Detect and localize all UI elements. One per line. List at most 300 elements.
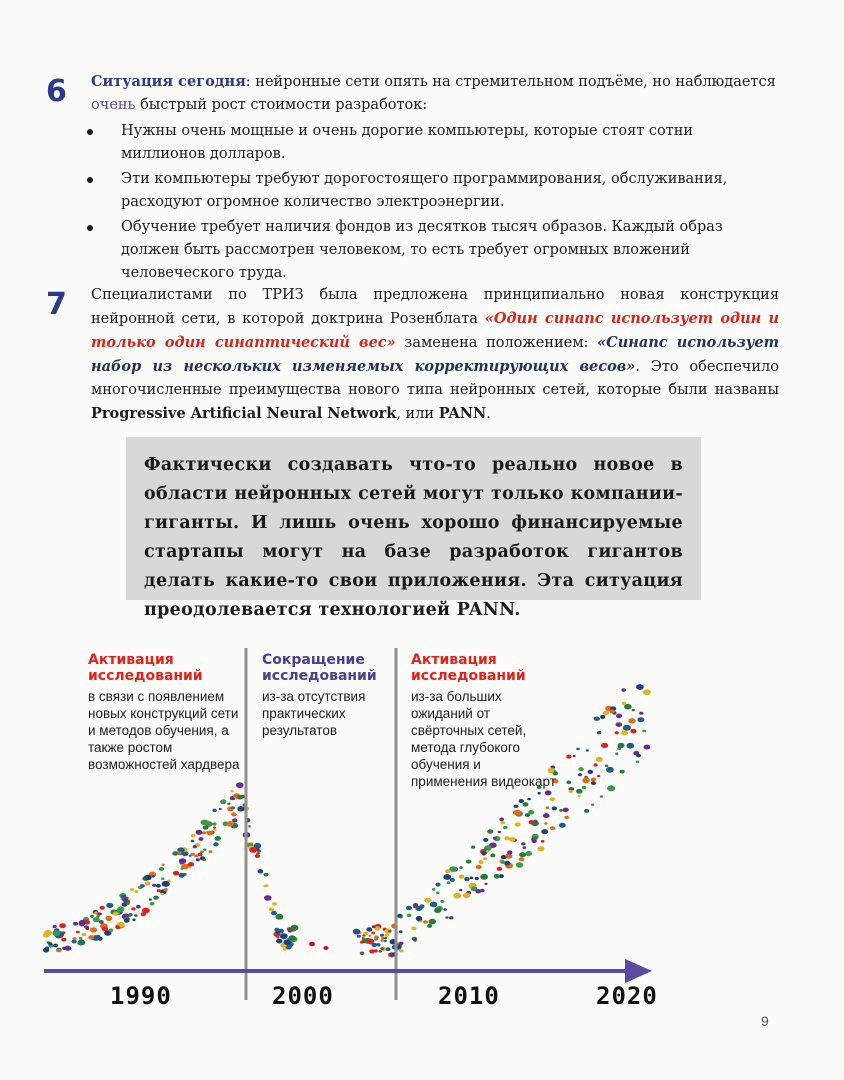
scatter-dot: [399, 930, 403, 933]
scatter-dot: [98, 913, 102, 916]
scatter-dot: [193, 845, 197, 848]
scatter-dot: [213, 842, 219, 846]
s7-text-5: .: [486, 406, 491, 422]
scatter-dot: [482, 851, 487, 855]
scatter-dot: [372, 925, 376, 928]
scatter-dot: [274, 928, 279, 932]
s7-quote-rosenblatt: «Один синапс использует один и только один синаптический вес»: [91, 310, 779, 351]
scatter-dot: [411, 927, 416, 931]
scatter-dot: [621, 688, 626, 692]
scatter-dot: [102, 927, 108, 932]
scatter-dot: [188, 862, 194, 867]
scatter-dot: [134, 890, 138, 893]
scatter-dot: [220, 799, 226, 804]
scatter-dot: [180, 867, 183, 869]
scatter-dot: [283, 940, 290, 945]
scatter-dot: [371, 932, 375, 935]
scatter-dot: [636, 754, 641, 758]
scatter-dot: [249, 847, 257, 853]
page-number: 9: [761, 1013, 769, 1029]
scatter-dot: [384, 940, 387, 942]
scatter-dot: [623, 725, 631, 731]
scatter-dot: [459, 866, 462, 869]
scatter-dot: [637, 717, 644, 722]
scatter-dot: [385, 934, 390, 937]
scatter-dot: [622, 702, 626, 705]
scatter-dot: [600, 795, 603, 798]
scatter-dot: [616, 722, 623, 727]
scatter-dot: [53, 925, 57, 928]
scatter-dot: [464, 877, 470, 881]
scatter-dot: [521, 842, 525, 845]
year-label-2000: 2000: [272, 982, 334, 1010]
scatter-dot: [522, 846, 526, 849]
scatter-dot: [232, 818, 237, 822]
scatter-dot: [533, 837, 537, 840]
scatter-dot: [588, 770, 594, 774]
scatter-dot: [406, 906, 412, 911]
scatter-dot: [265, 884, 269, 887]
scatter-dot: [106, 916, 113, 921]
scatter-dot: [620, 770, 625, 774]
scatter-dot: [53, 944, 58, 948]
scatter-dot: [248, 825, 251, 827]
scatter-dot: [77, 941, 83, 946]
scatter-dot: [76, 931, 80, 934]
scatter-dot: [386, 947, 391, 951]
scatter-dot: [90, 915, 94, 918]
scatter-dot: [591, 804, 594, 806]
scatter-dot: [459, 889, 462, 891]
scatter-dot: [639, 712, 643, 715]
section-7-body: [91, 284, 779, 426]
axis-arrow-icon: [625, 959, 652, 983]
scatter-dot: [309, 942, 315, 947]
section-6-text-a: : нейронные сети опять на стремительном подъёме, но наблюдается: [245, 74, 776, 90]
section-6-intro: [91, 70, 779, 117]
scatter-dot: [202, 858, 206, 861]
scatter-dot: [603, 711, 609, 716]
scatter-dot: [366, 927, 372, 931]
scatter-dot: [152, 875, 155, 877]
scatter-dot: [605, 765, 608, 768]
scatter-dot: [172, 851, 178, 855]
scatter-dot: [399, 942, 404, 945]
scatter-dot: [73, 937, 77, 940]
scatter-dot: [362, 937, 365, 939]
scatter-dot: [161, 893, 164, 895]
scatter-dot: [164, 888, 168, 891]
scatter-dot: [212, 809, 217, 813]
scatter-dot: [362, 935, 365, 937]
scatter-dot: [546, 806, 550, 809]
phase-3-desc: из-за больших ожиданий от свёрточных сетей, метода глубокого обучения и применения видеокарт: [411, 689, 556, 789]
scatter-dot: [499, 818, 504, 822]
scatter-dot: [124, 919, 130, 923]
scatter-dot: [407, 914, 412, 918]
scatter-dot: [79, 921, 86, 926]
scatter-dot: [43, 948, 49, 953]
scatter-dot: [636, 761, 640, 764]
scatter-dot: [529, 820, 535, 824]
scatter-dot: [369, 935, 372, 937]
scatter-dot: [436, 892, 440, 895]
scatter-dot: [93, 917, 100, 922]
scatter-dot: [173, 871, 179, 876]
scatter-dot: [257, 869, 263, 873]
scatter-dot: [594, 717, 600, 721]
scatter-dot: [515, 822, 521, 826]
scatter-dot: [591, 778, 596, 782]
scatter-dot: [578, 773, 582, 776]
scatter-dot: [203, 849, 206, 851]
scatter-dot: [498, 831, 501, 833]
scatter-dot: [179, 858, 186, 864]
scatter-dot: [615, 731, 619, 734]
scatter-dot: [447, 881, 451, 884]
scatter-dot: [413, 903, 418, 907]
scatter-dot: [544, 822, 547, 825]
scatter-dot: [79, 937, 83, 940]
section-number-6: 6: [46, 74, 67, 109]
scatter-dot: [215, 836, 221, 841]
scatter-dot: [644, 745, 651, 750]
scatter-dot: [606, 767, 614, 773]
section-6-text-b: быстрый рост стоимости разработок:: [135, 97, 428, 113]
scatter-dot: [440, 900, 444, 903]
scatter-dot: [255, 854, 260, 858]
scatter-dot: [227, 803, 230, 805]
scatter-dot: [594, 763, 598, 766]
scatter-dot: [541, 829, 548, 834]
scatter-dot: [189, 855, 192, 857]
phase-3-title-text: Активация исследований: [411, 652, 526, 684]
scatter-dot: [128, 913, 133, 917]
scatter-dot: [213, 826, 216, 828]
scatter-dot: [106, 903, 113, 908]
scatter-dot: [566, 755, 571, 759]
scatter-dot: [149, 898, 152, 900]
scatter-dot: [617, 743, 624, 748]
scatter-dot: [600, 715, 605, 719]
scatter-dot: [73, 922, 78, 926]
scatter-dot: [145, 881, 151, 885]
scatter-dot: [380, 947, 384, 950]
scatter-dot: [52, 930, 60, 936]
scatter-dot: [584, 809, 589, 813]
scatter-dot: [543, 813, 550, 818]
phase-2-title-text: Сокращение исследований: [262, 652, 377, 684]
bullet-item: [91, 216, 779, 285]
scatter-dot: [514, 810, 522, 816]
phase-3-title: [411, 652, 561, 684]
scatter-dot: [576, 748, 580, 751]
scatter-dot: [573, 755, 576, 757]
bullet-dot-icon: [87, 225, 93, 231]
scatter-dot: [179, 873, 185, 878]
s7-text-4: , или: [396, 406, 439, 422]
scatter-dot: [156, 884, 161, 888]
scatter-dot: [430, 902, 438, 908]
scatter-dot: [500, 821, 505, 824]
scatter-dot: [56, 949, 61, 952]
bullet-text: Обучение требует наличия фондов из десятков тысяч образов. Каждый образ должен быть рассмотрен человеком, то есть требует огромных вложений человеческого труда.: [121, 219, 723, 281]
scatter-dot: [597, 775, 600, 777]
section-6-lead: Ситуация сегодня: [91, 73, 246, 90]
scatter-dot: [466, 860, 471, 864]
scatter-dot: [413, 939, 417, 942]
scatter-dot: [519, 799, 524, 803]
scatter-dot: [525, 851, 532, 856]
scatter-dot: [152, 884, 156, 887]
scatter-dot: [201, 820, 208, 825]
scatter-dot: [276, 939, 282, 944]
scatter-dot: [609, 709, 615, 713]
scatter-dot: [449, 916, 454, 919]
scatter-dot: [514, 805, 519, 808]
scatter-dot: [507, 850, 512, 854]
scatter-dot: [162, 864, 165, 866]
scatter-dot: [357, 935, 361, 938]
scatter-dot: [203, 825, 209, 830]
scatter-dot: [381, 937, 385, 940]
scatter-dot: [493, 837, 497, 840]
scatter-dot: [494, 874, 500, 879]
section-6-bullets: [91, 120, 779, 287]
phase-2-desc: из-за отсутствия практических результатов: [262, 689, 366, 738]
scatter-dot: [434, 908, 441, 913]
section-6-accent: очень: [91, 97, 136, 113]
scatter-dot: [443, 908, 447, 911]
scatter-dot: [501, 855, 507, 859]
bullet-dot-icon: [87, 129, 93, 135]
s7-text-3: . Это обеспечило многочисленные преимущества нового типа нейронных сетей, которые были названы: [91, 359, 779, 398]
scatter-dot: [219, 808, 222, 810]
scatter-dot: [450, 878, 455, 882]
scatter-dot: [360, 952, 364, 955]
bullet-text: Эти компьютеры требуют дорогостоящего программирования, обслуживания, расходуют огромное количество электроэнергии.: [121, 171, 728, 210]
scatter-dot: [537, 792, 540, 795]
bullet-item: [91, 120, 779, 166]
scatter-dot: [196, 830, 203, 835]
scatter-dot: [479, 860, 483, 863]
scatter-dot: [632, 709, 635, 711]
scatter-dot: [272, 902, 277, 906]
scatter-dot: [374, 949, 378, 952]
scatter-dot: [615, 753, 618, 755]
bullet-text: Нужны очень мощные и очень дорогие компьютеры, которые стоят сотни миллионов долларов.: [121, 123, 694, 162]
scatter-dot: [559, 809, 563, 812]
scatter-dot: [423, 920, 428, 924]
bullet-dot-icon: [87, 177, 93, 183]
scatter-dot: [566, 780, 571, 784]
scatter-dot: [384, 937, 387, 939]
scatter-dot: [509, 837, 515, 842]
scatter-dot: [136, 905, 141, 909]
s7-abbr: PANN: [438, 405, 487, 422]
scatter-dot: [85, 927, 89, 930]
s7-quote-new: «Синапс использует набор из нескольких изменяемых корректирующих весов»: [91, 334, 779, 375]
scatter-dot: [528, 810, 534, 815]
scatter-dot: [61, 938, 66, 942]
scatter-dot: [388, 930, 391, 932]
scatter-dot: [607, 785, 615, 791]
scatter-dot: [445, 916, 448, 919]
scatter-dot: [471, 846, 475, 849]
phase-1-title: [88, 652, 248, 684]
scatter-dot: [236, 782, 244, 788]
year-label-2020: 2020: [596, 982, 658, 1010]
scatter-dot: [280, 933, 288, 939]
scatter-dot: [519, 857, 525, 861]
scatter-dot: [150, 902, 155, 906]
scatter-dot: [115, 926, 120, 930]
scatter-dot: [582, 786, 587, 790]
scatter-dot: [283, 948, 287, 951]
scatter-dot: [636, 684, 644, 690]
scatter-dot: [59, 923, 66, 928]
scatter-dot: [64, 946, 71, 951]
scatter-dot: [522, 802, 528, 807]
scatter-dot: [380, 934, 384, 937]
scatter-dot: [109, 928, 114, 932]
s7-text-2: заменена положением:: [395, 335, 598, 351]
scatter-dot: [231, 790, 234, 792]
scatter-dot: [484, 883, 487, 885]
scatter-dot: [497, 867, 503, 871]
scatter-dot: [435, 883, 440, 887]
scatter-dot: [564, 816, 569, 820]
scatter-dot: [134, 914, 138, 917]
scatter-dot: [459, 875, 465, 879]
scatter-dot: [132, 919, 135, 922]
scatter-dot: [354, 929, 360, 933]
scatter-dot: [621, 730, 628, 735]
scatter-dot: [142, 908, 150, 914]
scatter-dot: [191, 834, 196, 838]
scatter-dot: [519, 852, 526, 857]
scatter-dot: [582, 778, 590, 784]
scatter-dot: [275, 914, 283, 920]
phase-1-desc: в связи с появлением новых конструкций сети и методов обучения, а также ростом возможностей хардвера: [88, 689, 240, 772]
scatter-dot: [476, 865, 482, 869]
scatter-dot: [144, 875, 151, 881]
scatter-dot: [213, 828, 216, 830]
scatter-dot: [264, 895, 272, 901]
scatter-dot: [475, 889, 481, 893]
scatter-dot: [237, 806, 244, 811]
section-number-7: 7: [46, 287, 67, 322]
scatter-dot: [627, 743, 635, 749]
scatter-dot: [140, 884, 145, 887]
bullet-item: [91, 168, 779, 214]
scatter-dot: [475, 877, 479, 880]
scatter-dot: [159, 867, 164, 871]
scatter-dot: [202, 831, 206, 834]
scatter-dot: [196, 858, 200, 861]
scatter-dot: [552, 806, 557, 810]
scatter-dot: [380, 939, 383, 941]
scatter-dot: [569, 790, 573, 793]
scatter-dot: [399, 949, 403, 952]
phase-1-title-text: Активация исследований: [88, 652, 203, 684]
scatter-dot: [545, 790, 552, 795]
scatter-dot: [601, 743, 608, 748]
scatter-dot: [153, 896, 159, 900]
scatter-dot: [113, 912, 119, 916]
s7-brand: Progressive Artificial Neural Network: [91, 405, 397, 422]
scatter-dot: [624, 704, 632, 710]
scatter-dot: [125, 902, 130, 906]
scatter-dot: [82, 933, 87, 937]
scatter-dot: [563, 808, 569, 813]
scatter-dot: [483, 857, 487, 860]
scatter-dot: [527, 798, 531, 801]
scatter-dot: [628, 718, 635, 723]
scatter-dot: [516, 862, 523, 868]
scatter-dot: [250, 842, 253, 844]
s7-text-1: Специалистами по ТРИЗ была предложена принципиально новая конструкция нейронной сети, в которой доктрина Розенблата: [91, 287, 779, 327]
scatter-dot: [429, 919, 437, 925]
scatter-dot: [463, 893, 470, 899]
scatter-dot: [374, 935, 378, 938]
scatter-dot: [416, 916, 423, 921]
scatter-dot: [487, 829, 493, 834]
scatter-dot: [559, 823, 566, 828]
scatter-dot: [586, 749, 589, 751]
scatter-dot: [237, 795, 243, 800]
scatter-dot: [503, 826, 508, 830]
scatter-dot: [550, 826, 555, 830]
scatter-dot: [643, 689, 651, 695]
scatter-dot: [642, 730, 646, 733]
timeline-chart: [40, 640, 680, 1010]
scatter-dot: [591, 781, 596, 785]
scatter-dot: [577, 795, 580, 797]
scatter-dot: [212, 822, 216, 825]
scatter-dot: [500, 860, 505, 864]
scatter-dot: [90, 927, 97, 932]
scatter-dot: [470, 877, 473, 880]
scatter-dot: [323, 946, 328, 950]
year-label-2010: 2010: [438, 982, 500, 1010]
scatter-dot: [427, 924, 432, 928]
scatter-dot: [199, 837, 204, 841]
scatter-dot: [596, 757, 603, 762]
scatter-dot: [231, 806, 235, 809]
year-label-1990: 1990: [110, 982, 172, 1010]
scatter-dot: [130, 888, 134, 891]
scatter-dot: [209, 850, 213, 853]
scatter-dot: [191, 840, 195, 843]
scatter-dot: [131, 907, 135, 910]
scatter-dot: [597, 731, 601, 734]
scatter-dot: [483, 838, 488, 842]
scatter-dot: [484, 849, 487, 851]
scatter-dot: [161, 877, 164, 880]
scatter-dot: [432, 888, 436, 891]
scatter-dot: [578, 767, 583, 771]
scatter-dot: [369, 942, 372, 944]
scatter-dot: [264, 873, 269, 877]
scatter-dot: [48, 942, 52, 945]
scatter-dot: [198, 853, 203, 857]
scatter-dot: [162, 881, 170, 887]
scatter-dot: [505, 861, 510, 865]
scatter-dot: [616, 714, 622, 719]
scatter-dot: [550, 797, 555, 801]
scatter-dot: [43, 933, 50, 938]
